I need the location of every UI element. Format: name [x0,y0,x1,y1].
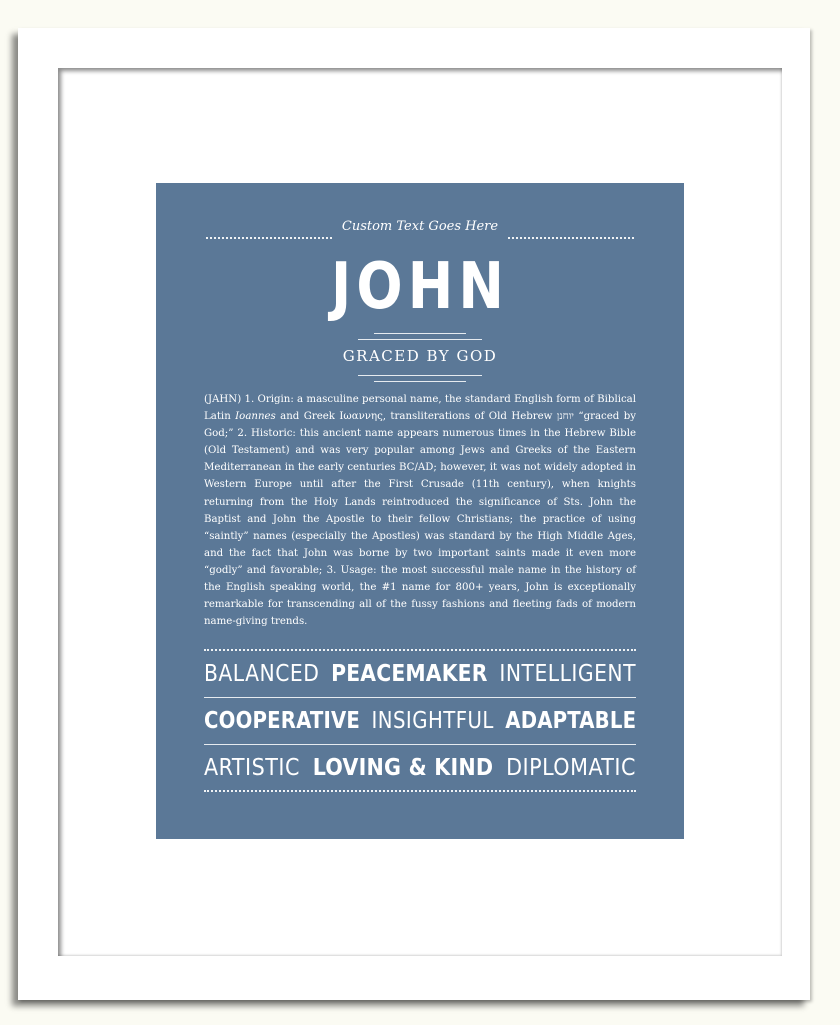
trait: ARTISTIC [204,755,300,781]
meaning-rule-lower [374,381,466,382]
trait-row-3 [204,748,636,788]
trait-row-2 [204,701,636,741]
top-right-dotted-line [508,237,634,239]
top-left-dotted-line [206,237,332,239]
trait-divider-2 [204,744,636,745]
trait: ADAPTABLE [505,708,637,734]
name-definition [204,391,636,630]
name-print [156,183,684,839]
definition-part-1: (JAHN) 1. Origin: a masculine personal name, the standard English form of Biblical Latin [204,394,636,423]
trait-divider-1 [204,697,636,698]
trait: INSIGHTFUL [371,708,494,734]
title-rule-lower [358,339,482,340]
trait: LOVING & KIND [312,755,494,781]
traits-top-dotted-line [204,649,636,651]
name-title: JOHN [331,250,509,324]
trait: DIPLOMATIC [506,755,636,781]
trait: INTELLIGENT [499,661,637,687]
trait-row-1 [204,654,636,694]
name-meaning: GRACED BY GOD [342,347,498,365]
trait: COOPERATIVE [204,708,361,734]
traits-bottom-dotted-line [204,790,636,792]
trait: PEACEMAKER [331,661,488,687]
definition-latin-name: Ioannes [235,411,276,423]
definition-part-2: and Greek Ιωαννης, transliterations of Old Hebrew יוחנן “graced by God;” 2. Historic: this ancient name appears numerous times in the Hebrew Bible (Old Testament) and was very popular among Jews and Greeks of the Eastern Mediterranean in the early centuries BC/AD; however, it was not widely adopted in Western Europe until after the First Crusade (11th century), when knights returning from the Holy Lands reintroduced the significance of Sts. John the Baptist and John the Apostle to their fellow Christians; the practice of using “saintly” names (especially the Apostles) was standard by the High Middle Ages, and the fact that John was borne by two important saints made it even more “godly” and favorable; 3. Usage: the most successful male name in the history of the English speaking world, the #1 name for 800+ years, John is exceptionally remarkable for transcending all of the fussy fashions and fleeting fads of modern name-giving trends. [204,411,636,628]
meaning-rule-upper [358,375,482,376]
title-rule-upper [374,333,466,334]
custom-text: Custom Text Goes Here [341,219,499,234]
trait: BALANCED [204,661,320,687]
